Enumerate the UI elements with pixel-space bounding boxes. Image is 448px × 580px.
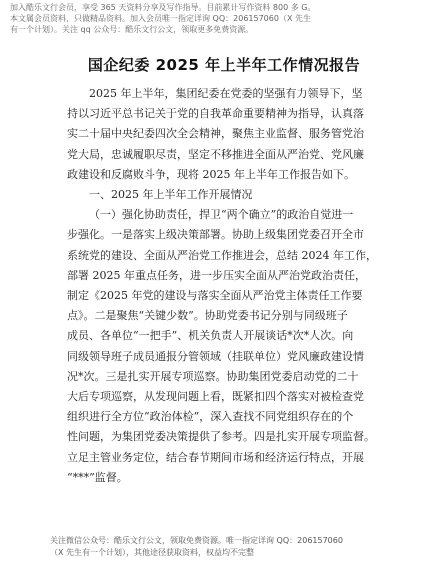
paragraph-line: （一）强化协助责任，捍卫“两个确立”的政治自觉进一 (89, 208, 354, 222)
paragraph-line: 性问题，为集团党委决策提供了参考。四是扎实开展专项监督。 (67, 430, 375, 444)
paragraph-line: 况*次。三是扎实开展专项巡察。协助集团党委启动党的二十 (67, 369, 359, 383)
footer-notice-line: （X 先生有一个计划），其他途径获取资料，权益均不完整 (50, 548, 255, 557)
footer-notice (50, 535, 410, 559)
paragraph-line: 成员、各单位“一把手”、机关负责人开展谈话*次*人次。向 (67, 329, 354, 343)
paragraph-line: 系统党的建设、全面从严治党工作推进会，总结 2024 年工作， (67, 248, 377, 262)
paragraph-line: 组织进行全方位“政治体检”，深入查找不同党组织存在的个 (67, 410, 354, 424)
paragraph-line: 持以习近平总书记关于党的自我革命重要精神为指导，认真落 (67, 107, 364, 121)
section-heading: 一、2025 年上半年工作开展情况 (89, 188, 253, 202)
paragraph-line: 制定《2025 年党的建设与落实全面从严治党主体责任工作要 (67, 289, 363, 303)
paragraph-line: 立足主管业务定位，结合春节期间市场和经济运行特点，开展 (67, 450, 364, 464)
paragraph-line: 党大局，忠诚履职尽责，坚定不移推进全面从严治党、党风廉 (67, 147, 364, 161)
document-body (67, 84, 382, 488)
paragraph-line: 步强化。一是落实上级决策部署。协助上级集团党委召开全市 (67, 228, 364, 242)
footer-notice-line: 关注微信公众号：酷乐文行公文，领取免费资源。唯一指定详询 QQ：206157060 (50, 536, 343, 545)
header-notice-line: 本文属会员资料，只做精品资料。加入会员唯一指定详询 QQ：206157060（X 先生 (10, 14, 311, 23)
header-notice-line: 有一个计划）。关注 qq 公众号：酷乐文行公文，领取更多免费资源。 (10, 25, 254, 34)
header-notice (10, 2, 436, 35)
paragraph-line: 2025 年上半年，集团纪委在党委的坚强有力领导下，坚 (89, 87, 363, 100)
paragraph-line: 实二十届中央纪委四次全会精神，聚焦主业监督、服务管党治 (67, 127, 364, 141)
paragraph-line: 同级领导班子成员通报分管领域（挂联单位）党风廉政建设情 (67, 349, 364, 363)
paragraph-line: “***”监督。 (67, 470, 128, 484)
paragraph-line: 政建设和反腐败斗争，现将 2025 年上半年工作报告如下。 (67, 167, 355, 181)
document-title: 国企纪委 2025 年上半年工作情况报告 (87, 56, 361, 74)
paragraph-line: 大后专项巡察，从发现问题上看，既紧扣四个落实对被检查党 (67, 390, 364, 404)
header-notice-line: 加入酷乐文行会员，享受 365 天资料分享及写作指导。目前累计写作资料 800 多 G。 (10, 3, 316, 12)
paragraph-line: 部署 2025 年重点任务，进一步压实全面从严治党政治责任， (67, 268, 366, 282)
paragraph-line: 点》。二是聚焦“关键少数”。协助党委书记分别与同级班子 (67, 309, 348, 323)
